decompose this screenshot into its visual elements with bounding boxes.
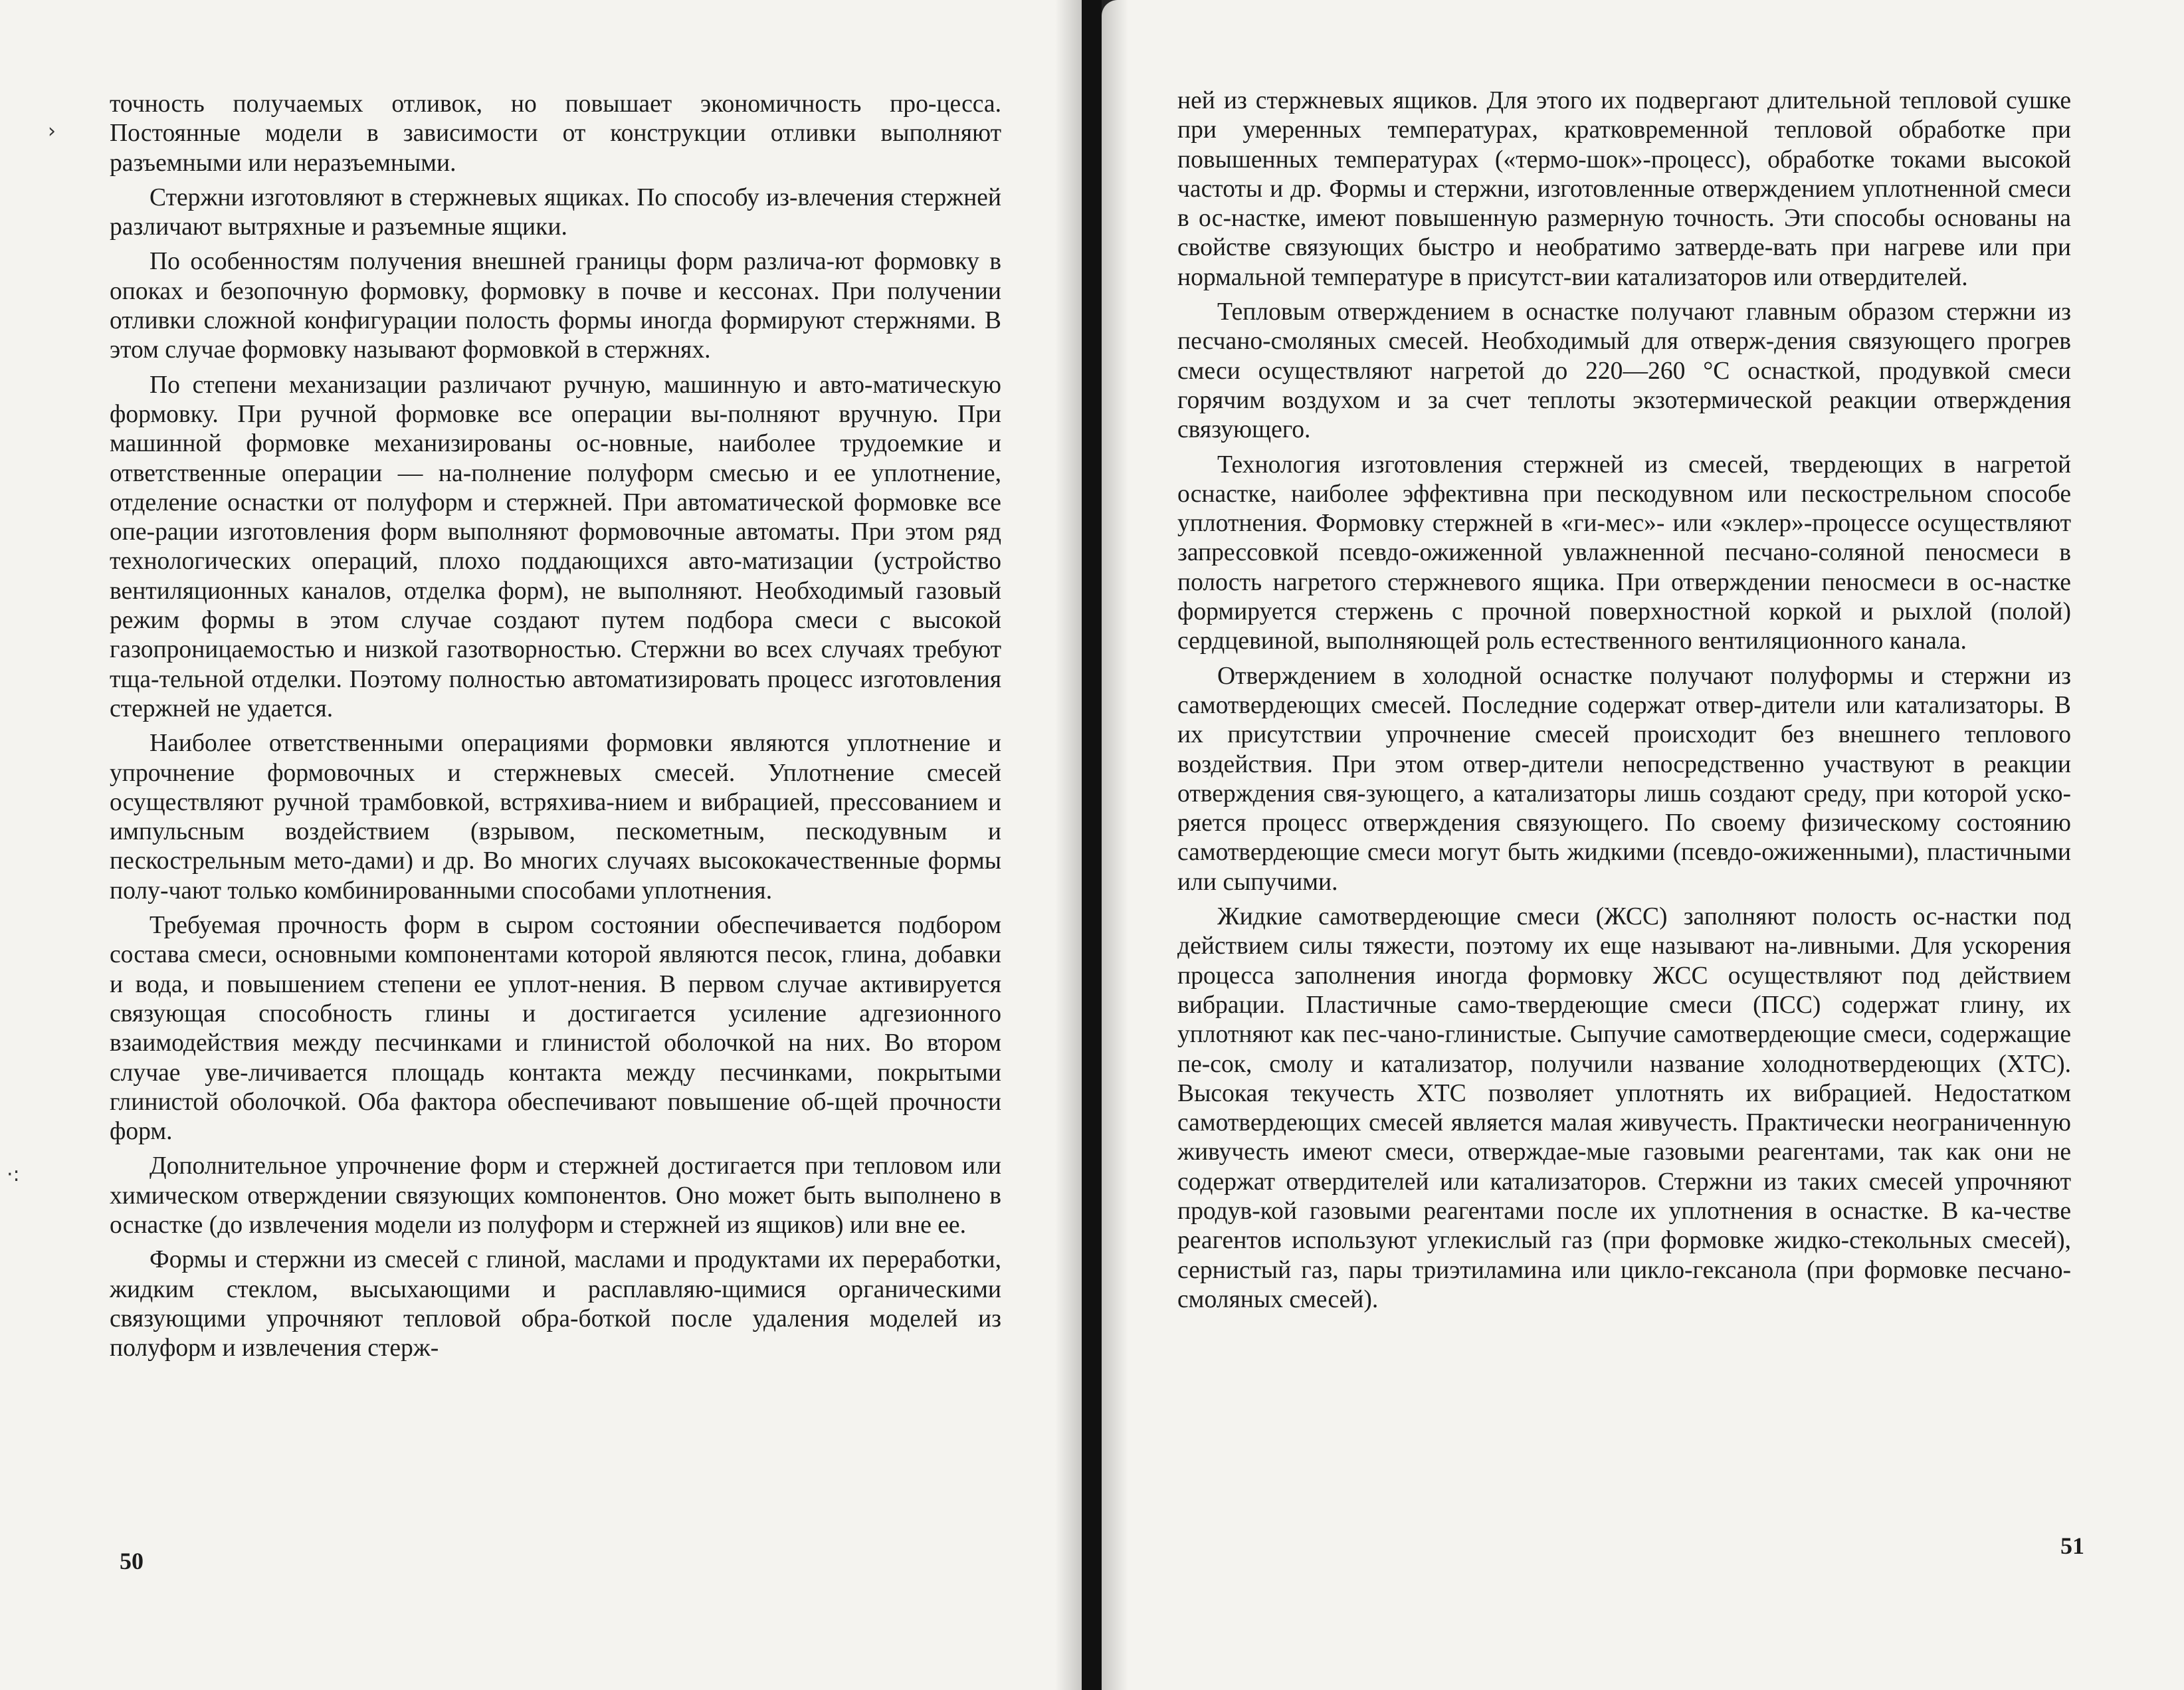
paragraph: Требуемая прочность форм в сыром состоянии обеспечивается подбором состава смеси, основными компонентами которой являются песок, глина, добавки и вода, и повышением степени ее уплот-нения. В первом случае активируется связующая способность глины и достигается усиление адгезионного взаимодействия между песчинками и глинистой оболочкой на них. Во втором случае уве-личивается площадь контакта между песчинками, покрытыми глинистой оболочкой. Оба фактора обеспечивают повышение об-щей прочности форм. xyxy=(110,912,1001,1146)
paragraph: точность получаемых отливок, но повышает экономичность про-цесса. Постоянные модели в зависимости от конструкции отливки выполняют разъемными или неразъемными. xyxy=(110,90,1001,177)
paragraph: Стержни изготовляют в стержневых ящиках. По способу из-влечения стержней различают вытряхные и разъемные ящики. xyxy=(110,183,1001,241)
paragraph: По степени механизации различают ручную, машинную и авто-матическую формовку. При ручной формовке все операции вы-полняют вручную. При машинной формовке механизированы ос-новные, наиболее трудоемкие и ответственные операции — на-полнение полуформ смесью и ее уплотнение, отделение оснастки от полуформ и стержней. При автоматической формовке все опе-рации изготовления форм выполняют формовочные автоматы. При этом ряд технологических операций, плохо поддающихся авто-матизации (устройство вентиляционных каналов, отделка форм), не выполняют. Необходимый газовый режим формы в этом случае создают путем подбора смеси с высокой газопроницаемостью и низкой газотворностью. Стержни во всех случаях требуют тща-тельной отделки. Поэтому полностью автоматизировать процесс изготовления стержней не удается. xyxy=(110,371,1001,722)
page-number: 51 xyxy=(2060,1532,2084,1559)
right-page xyxy=(1102,0,2184,1690)
paragraph: Тепловым отверждением в оснастке получают главным образом стержни из песчано-смоляных смесей. Необходимый для отверж-дения связующего прогрев смеси осуществляют нагретой до 220—260 °С оснасткой, продувкой смеси горячим воздухом и за счет теплоты экзотермической реакции отверждения связующего. xyxy=(1177,298,2071,444)
paragraph: Технология изготовления стержней из смесей, твердеющих в нагретой оснастке, наиболее эффективна при пескодувном или пескострельном способе уплотнения. Формовку стержней в «ги-мес»- или «эклер»-процессе осуществляют запрессовкой псевдо-ожиженной увлажненной песчано-соляной пеносмеси в полость нагретого стержневого ящика. При отверждении пеносмеси в ос-настке формируется стержень с прочной поверхностной коркой и рыхлой (полой) сердцевиной, выполняющей роль естественного вентиляционного канала. xyxy=(1177,451,2071,655)
margin-tick-mark: ·: xyxy=(7,1163,20,1186)
gutter-shadow xyxy=(1102,0,1128,1690)
paragraph: Дополнительное упрочнение форм и стержней достигается при тепловом или химическом отверждении связующих компонентов. Оно может быть выполнено в оснастке (до извлечения модели из полуформ и стержней из ящиков) или вне ее. xyxy=(110,1152,1001,1239)
left-page xyxy=(0,0,1082,1690)
book-gutter xyxy=(1082,0,1102,1690)
right-page-text xyxy=(1177,86,2071,1320)
paragraph: ней из стержневых ящиков. Для этого их подвергают длительной тепловой сушке при умеренных температурах, кратковременной тепловой обработке при повышенных температурах («термо-шок»-процесс), обработке токами высокой частоты и др. Формы и стержни, изготовленные отверждением уплотненной смеси в ос-настке, имеют повышенную размерную точность. Эти способы основаны на свойстве связующих быстро и необратимо затверде-вать при нагреве или при нормальной температуре в присутст-вии катализаторов или отвердителей. xyxy=(1177,87,2071,291)
paragraph: По особенностям получения внешней границы форм различа-ют формовку в опоках и безопочную формовку, формовку в почве и кессонах. При получении отливки сложной конфигурации полость формы иногда формируют стержнями. В этом случае формовку называют формовкой в стержнях. xyxy=(110,248,1001,364)
left-page-text xyxy=(110,90,1001,1368)
gutter-shadow xyxy=(1055,0,1082,1690)
paragraph: Формы и стержни из смесей с глиной, маслами и продуктами их переработки, жидким стеклом, высыхающими и расплавляю-щимися органическими связующими упрочняют тепловой обра-боткой после удаления моделей из полуформ и извлечения стерж- xyxy=(110,1246,1001,1362)
page-number: 50 xyxy=(120,1548,144,1574)
paragraph: Отверждением в холодной оснастке получают полуформы и стержни из самотвердеющих смесей. Последние содержат отвер-дители или катализаторы. В их присутствии упрочнение смесей происходит без внешнего теплового воздействия. При этом отвер-дители непосредственно участвуют в реакции отверждения свя-зующего, а катализаторы лишь создают среду, при которой уско-ряется процесс отверждения связующего. По своему физическому состоянию самотвердеющие смеси могут быть жидкими (псевдо-ожиженными), пластичными или сыпучими. xyxy=(1177,662,2071,896)
paragraph: Жидкие самотвердеющие смеси (ЖСС) заполняют полость ос-настки под действием силы тяжести, поэтому их еще называют на-ливными. Для ускорения процесса заполнения иногда формовку ЖСС осуществляют под действием вибрации. Пластичные само-твердеющие смеси (ПСС) содержат глину, их уплотняют как пес-чано-глинистые. Сыпучие самотвердеющие смеси, содержащие пе-сок, смолу и катализатор, получили название холоднотвердеющих (ХТС). Высокая текучесть ХТС позволяет уплотнять их вибрацией. Недостатком самотвердеющих смесей является малая живучесть. Практически неограниченную живучесть имеют смеси, отверждае-мые газовыми реагентами, так как они не содержат отвердителей или катализаторов. Стержни из таких смесей упрочняют продув-кой газовыми реагентами после их уплотнения в оснастке. В ка-честве реагентов используют углекислый газ (при формовке жидко-стекольных смесей), сернистый газ, пары триэтиламина или цикло-гексанола (при формовке песчано-смоляных смесей). xyxy=(1177,903,2071,1313)
margin-tick-mark: › xyxy=(48,120,56,143)
paragraph: Наиболее ответственными операциями формовки являются уплотнение и упрочнение формовочных и стержневых смесей. Уплотнение смесей осуществляют ручной трамбовкой, встряхива-нием и вибрацией, прессованием и импульсным воздействием (взрывом, пескометным, пескодувным и пескострельным мето-дами) и др. Во многих случаях высококачественные формы полу-чают только комбинированными способами уплотнения. xyxy=(110,730,1001,904)
